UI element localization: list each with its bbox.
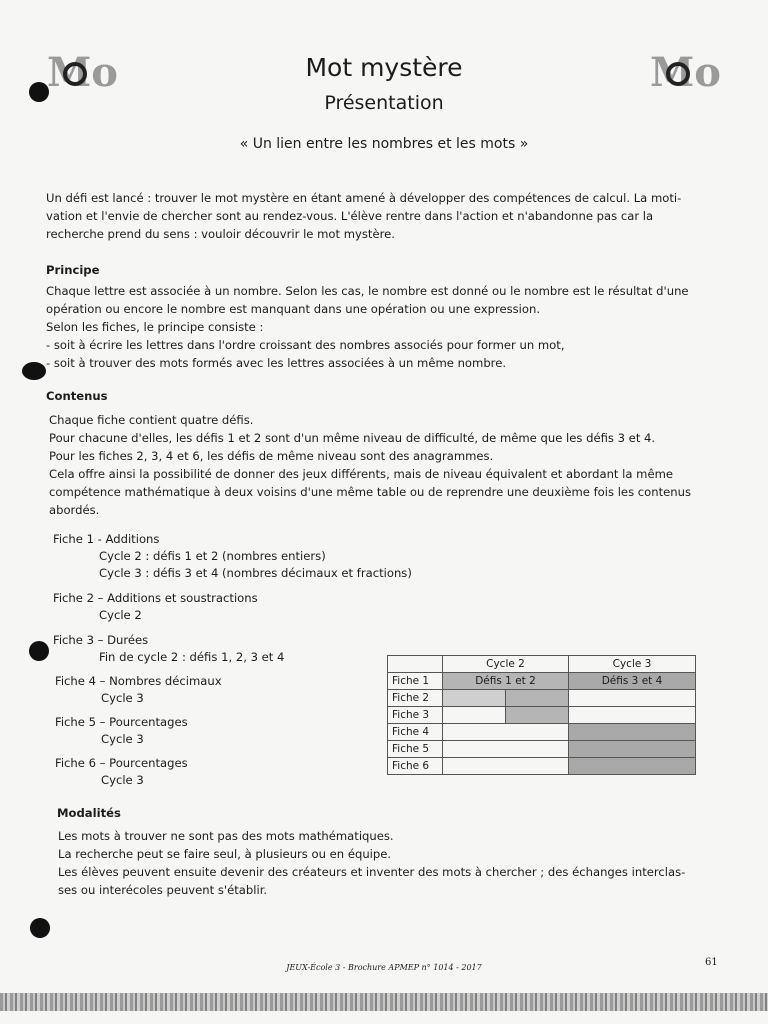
text-line: Pour chacune d'elles, les défis 1 et 2 sont d'un même niveau de difficulté, de même que les défis 3 et 4. xyxy=(49,431,656,445)
text-line: abordés. xyxy=(49,503,100,517)
fiche-sub: Cycle 3 xyxy=(101,773,144,787)
table-row xyxy=(388,690,696,707)
text-line: Chaque lettre est associée à un nombre. Selon les cas, le nombre est donné ou le nombre est le résultat d'une xyxy=(46,284,689,298)
text-line: Les mots à trouver ne sont pas des mots mathématiques. xyxy=(58,829,394,843)
table-cell xyxy=(569,690,696,707)
table-cell xyxy=(506,707,569,724)
fiche-item xyxy=(55,673,222,707)
fiche-item xyxy=(55,755,188,789)
table-cell xyxy=(569,741,696,758)
fiche-title: Fiche 2 – Additions et soustractions xyxy=(53,591,258,605)
table-row xyxy=(388,758,696,775)
fiche-title: Fiche 3 – Durées xyxy=(53,633,149,647)
table-row-header: Fiche 3 xyxy=(388,707,443,724)
text-line: Cela offre ainsi la possibilité de donner des jeux différents, mais de niveau équivalent et abordant la même xyxy=(49,467,674,481)
text-line: - soit à écrire les lettres dans l'ordre croissant des nombres associés pour former un mot, xyxy=(46,338,565,352)
tagline: « Un lien entre les nombres et les mots » xyxy=(239,136,529,152)
text-line: Pour les fiches 2, 3, 4 et 6, les défis de même niveau sont des anagrammes. xyxy=(49,449,494,463)
section-heading-principe: Principe xyxy=(46,263,100,277)
text-line: recherche prend du sens : vouloir découvrir le mot mystère. xyxy=(46,227,395,241)
fiche-sub: Cycle 2 : défis 1 et 2 (nombres entiers) xyxy=(99,549,326,563)
modalites-paragraph xyxy=(58,827,738,899)
table-row-header: Fiche 1 xyxy=(388,673,443,690)
fiche-item xyxy=(53,531,412,582)
principe-paragraph xyxy=(46,282,736,372)
table-row-header: Fiche 4 xyxy=(388,724,443,741)
table-row xyxy=(388,741,696,758)
table-corner-cell xyxy=(388,656,443,673)
text-line: La recherche peut se faire seul, à plusieurs ou en équipe. xyxy=(58,847,392,861)
fiche-sub: Cycle 3 xyxy=(101,691,144,705)
table-cell xyxy=(443,707,506,724)
fiche-item xyxy=(53,590,258,624)
table-row xyxy=(388,673,696,690)
text-line: Un défi est lancé : trouver le mot mystère en étant amené à développer des compétences de calcul. La moti- xyxy=(46,191,682,205)
table-cell: Défis 1 et 2 xyxy=(443,673,569,690)
logo-text: Mo xyxy=(650,49,721,96)
punch-hole xyxy=(29,641,49,661)
logo-text: Mo xyxy=(47,49,118,96)
punch-hole xyxy=(30,918,50,938)
table-row xyxy=(388,724,696,741)
table-row-header: Fiche 2 xyxy=(388,690,443,707)
table-cell xyxy=(569,758,696,775)
fiches-cycles-table xyxy=(387,655,696,775)
text-line: Chaque fiche contient quatre défis. xyxy=(49,413,254,427)
table-row xyxy=(388,707,696,724)
contenus-paragraph xyxy=(49,411,739,519)
text-line: Les élèves peuvent ensuite devenir des créateurs et inventer des mots à chercher ; des échanges interclas- xyxy=(58,865,686,879)
fiche-sub: Cycle 2 xyxy=(99,608,142,622)
fiche-sub: Cycle 3 xyxy=(101,732,144,746)
text-line: Selon les fiches, le principe consiste : xyxy=(46,320,264,334)
table-cell xyxy=(443,741,569,758)
text-line: opération ou encore le nombre est manquant dans une opération ou une expression. xyxy=(46,302,541,316)
table-header-row xyxy=(388,656,696,673)
section-heading-modalites: Modalités xyxy=(57,806,121,820)
table-cell xyxy=(569,707,696,724)
punch-hole xyxy=(22,362,46,380)
table-row-header: Fiche 5 xyxy=(388,741,443,758)
table-col-header: Cycle 2 xyxy=(443,656,569,673)
table-cell xyxy=(569,724,696,741)
text-line: compétence mathématique à deux voisins d'une même table ou de reprendre une deuxième fois les contenus xyxy=(49,485,692,499)
fiche-title: Fiche 4 – Nombres décimaux xyxy=(55,674,222,688)
fiche-title: Fiche 1 - Additions xyxy=(53,532,160,546)
table-row-header: Fiche 6 xyxy=(388,758,443,775)
intro-paragraph xyxy=(46,189,726,243)
page-title: Mot mystère xyxy=(305,53,463,82)
table-cell xyxy=(443,690,506,707)
fiche-title: Fiche 5 – Pourcentages xyxy=(55,715,188,729)
table-cell: Défis 3 et 4 xyxy=(569,673,696,690)
table-cell xyxy=(506,690,569,707)
text-line: vation et l'envie de chercher sont au rendez-vous. L'élève rentre dans l'action et n'abandonne pas car la xyxy=(46,209,654,223)
text-line: - soit à trouver des mots formés avec les lettres associées à un même nombre. xyxy=(46,356,507,370)
text-line: ses ou interécoles peuvent s'établir. xyxy=(58,883,268,897)
fiche-item xyxy=(55,714,188,748)
table-cell xyxy=(443,724,569,741)
table-cell xyxy=(443,758,569,775)
page-number: 61 xyxy=(705,957,718,968)
fiche-item xyxy=(53,632,284,666)
page-subtitle: Présentation xyxy=(324,92,444,114)
section-heading-contenus: Contenus xyxy=(46,389,108,403)
fiche-title: Fiche 6 – Pourcentages xyxy=(55,756,188,770)
fiche-sub: Fin de cycle 2 : défis 1, 2, 3 et 4 xyxy=(99,650,285,664)
scan-edge-strip xyxy=(0,993,768,1011)
footer-source: JEUX-École 3 - Brochure APMEP n° 1014 - 2017 xyxy=(286,963,482,972)
fiche-sub: Cycle 3 : défis 3 et 4 (nombres décimaux et fractions) xyxy=(99,566,412,580)
table-col-header: Cycle 3 xyxy=(569,656,696,673)
